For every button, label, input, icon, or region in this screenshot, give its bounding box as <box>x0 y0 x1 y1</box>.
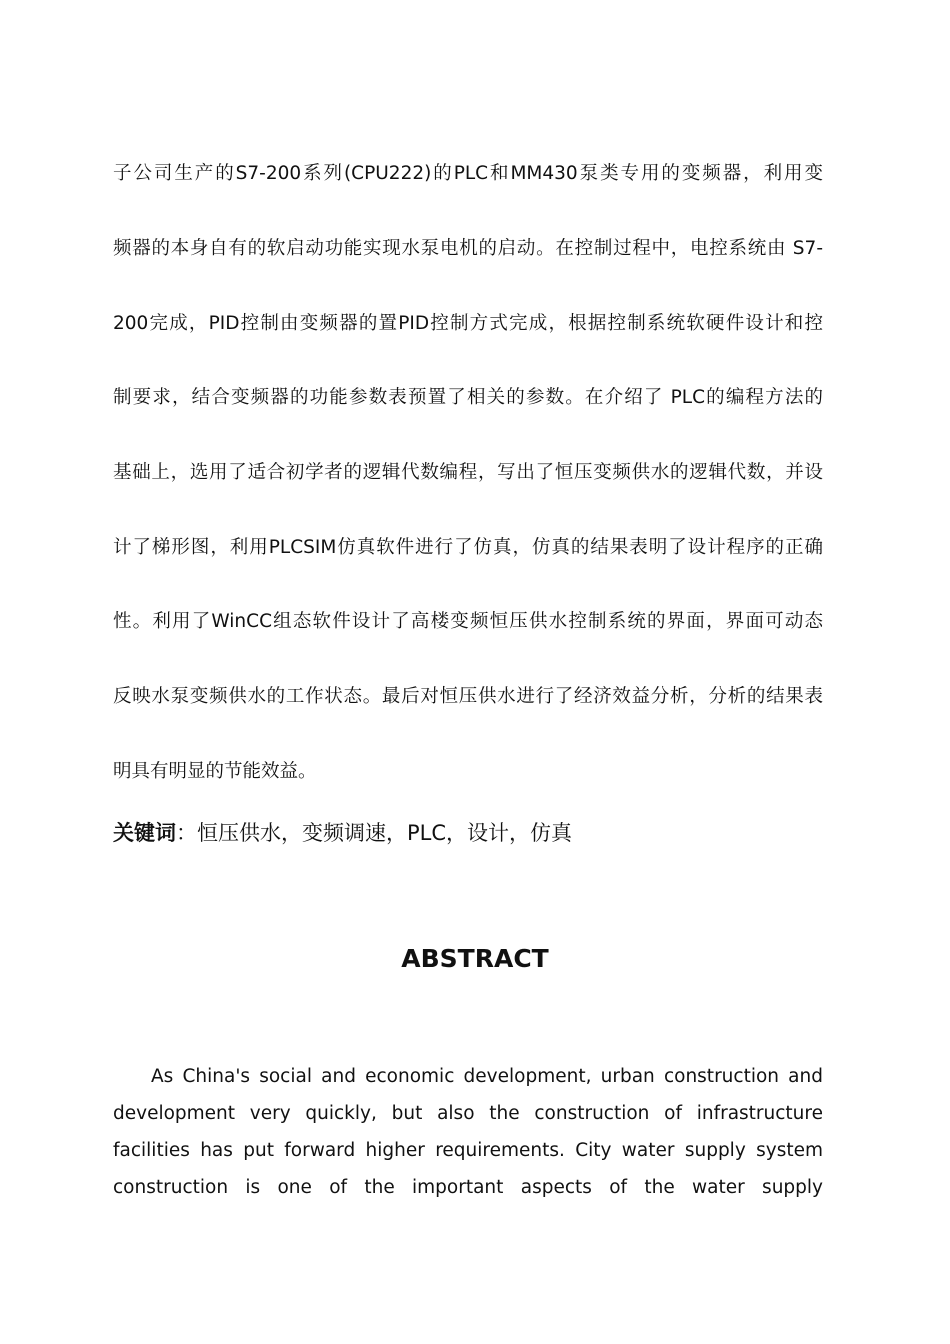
keywords-label: 关键词 <box>113 821 176 845</box>
abstract-heading: ABSTRACT <box>401 944 549 973</box>
chinese-abstract-line: 基础上，选用了适合初学者的逻辑代数编程，写出了恒压变频供水的逻辑代数，并设 <box>113 462 823 483</box>
chinese-abstract-line: 频器的本身自有的软启动功能实现水泵电机的启动。在控制过程中，电控系统由 S7- <box>113 238 823 259</box>
keywords-text: 恒压供水，变频调速，PLC，设计，仿真 <box>197 821 573 845</box>
chinese-abstract-line: 子公司生产的S7-200系列(CPU222)的PLC和MM430泵类专用的变频器，利用变 <box>113 163 823 184</box>
english-abstract-line: construction is one of the important aspects of the water supply <box>113 1177 823 1198</box>
chinese-abstract-line: 200完成，PID控制由变频器的置PID控制方式完成，根据控制系统软硬件设计和控 <box>113 313 823 334</box>
chinese-abstract-line: 性。利用了WinCC组态软件设计了高楼变频恒压供水控制系统的界面，界面可动态 <box>113 611 823 632</box>
chinese-abstract-line: 明具有明显的节能效益。 <box>113 761 317 782</box>
english-abstract-line: As China's social and economic development, urban construction and <box>151 1066 823 1087</box>
english-abstract-line: development very quickly, but also the construction of infrastructure <box>113 1103 823 1124</box>
chinese-abstract-line: 计了梯形图，利用PLCSIM仿真软件进行了仿真，仿真的结果表明了设计程序的正确 <box>113 537 823 558</box>
english-abstract-line: facilities has put forward higher requirements. City water supply system <box>113 1140 823 1161</box>
chinese-abstract-line: 反映水泵变频供水的工作状态。最后对恒压供水进行了经济效益分析，分析的结果表 <box>113 686 823 707</box>
chinese-abstract-line: 制要求，结合变频器的功能参数表预置了相关的参数。在介绍了 PLC的编程方法的 <box>113 387 823 408</box>
keywords-separator: ： <box>176 821 197 845</box>
keywords-line <box>113 818 823 848</box>
